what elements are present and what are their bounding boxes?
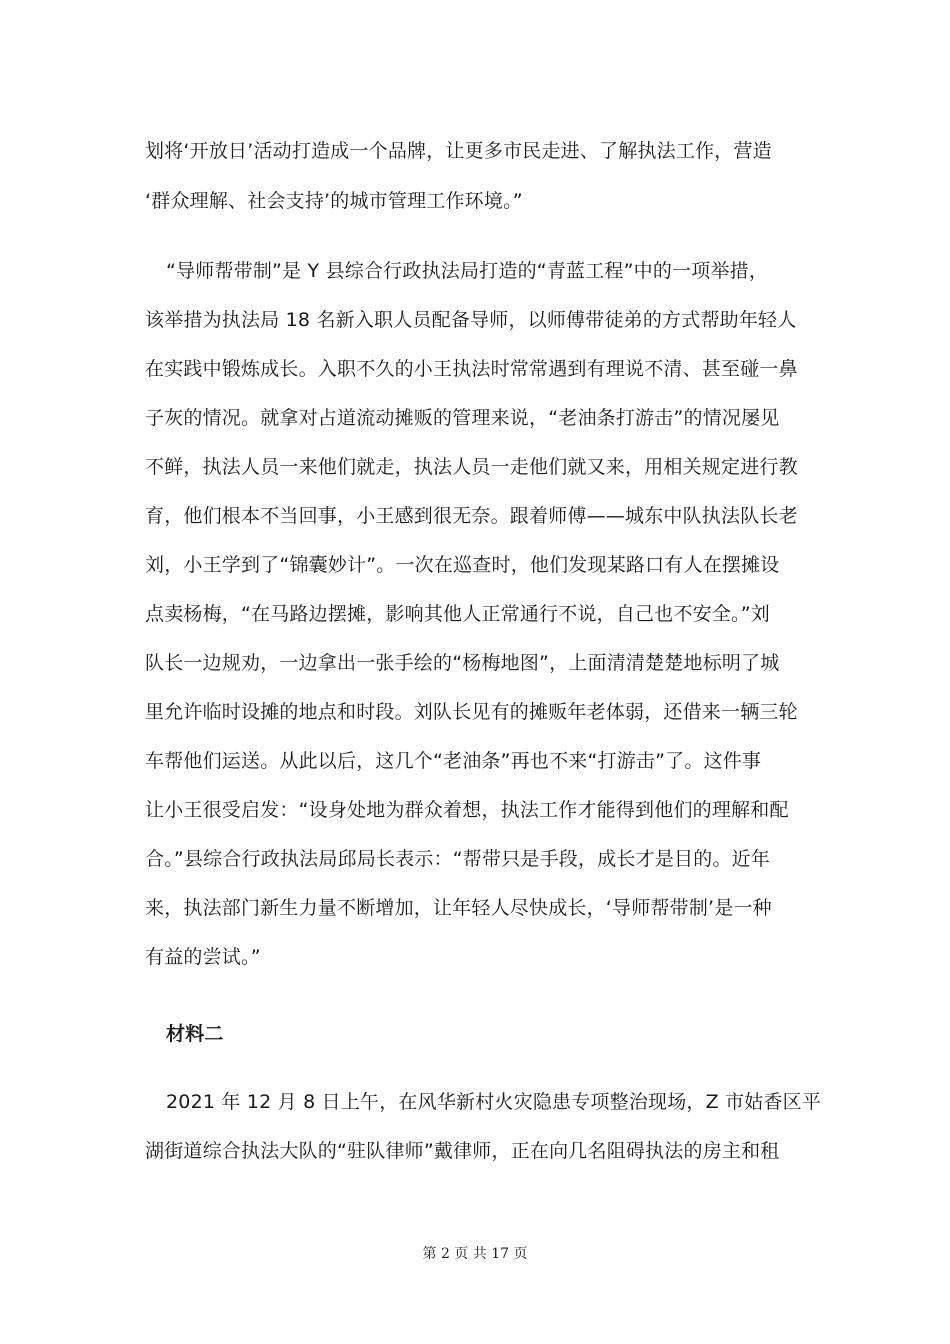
paragraph-line: 车帮他们运送。从此以后，这几个“老油条”再也不来“打游击”了。这件事 — [145, 750, 762, 772]
paragraph-line: 湖街道综合执法大队的“驻队律师”戴律师，正在向几名阻碍执法的房主和租 — [145, 1140, 780, 1162]
paragraph-line: 队长一边规劝，一边拿出一张手绘的“杨梅地图”，上面清清楚楚地标明了城 — [145, 652, 780, 674]
paragraph-line: 不鲜，执法人员一来他们就走，执法人员一走他们就又来，用相关规定进行教 — [145, 456, 798, 478]
paragraph-line: 2021 年 12 月 8 日上午，在风华新村火灾隐患专项整治现场，Z 市姑香区平 — [166, 1091, 822, 1113]
paragraph-line: 在实践中锻炼成长。入职不久的小王执法时常常遇到有理说不清、甚至碰一鼻 — [145, 358, 798, 380]
paragraph-line: 刘，小王学到了“锦囊妙计”。一次在巡查时，他们发现某路口有人在摆摊设 — [145, 554, 780, 576]
paragraph-line: 点卖杨梅，“在马路边摆摊，影响其他人正常通行不说，自己也不安全。”刘 — [145, 603, 770, 625]
paragraph-line: 里允许临时设摊的地点和时段。刘队长见有的摊贩年老体弱，还借来一辆三轮 — [145, 701, 798, 723]
paragraph-line: 有益的尝试。” — [145, 946, 261, 968]
section-heading: 材料二 — [166, 1023, 224, 1045]
paragraph-line: 划将‘开放日’活动打造成一个品牌，让更多市民走进、了解执法工作，营造 — [145, 140, 772, 162]
paragraph-line: “导师帮带制”是 Y 县综合行政执法局打造的“青蓝工程”中的一项举措， — [166, 260, 769, 282]
paragraph-line: 合。”县综合行政执法局邱局长表示：“帮带只是手段，成长才是目的。近年 — [145, 848, 770, 870]
paragraph-line: 来，执法部门新生力量不断增加，让年轻人尽快成长，‘导师帮带制’是一种 — [145, 897, 772, 919]
page-number: 第 2 页 共 17 页 — [422, 1246, 528, 1262]
paragraph-line: 子灰的情况。就拿对占道流动摊贩的管理来说，“老油条打游击”的情况屡见 — [145, 407, 780, 429]
paragraph-line: 育，他们根本不当回事，小王感到很无奈。跟着师傅——城东中队执法队长老 — [145, 505, 798, 527]
paragraph-line: 让小王很受启发：“设身处地为群众着想，执法工作才能得到他们的理解和配 — [145, 799, 789, 821]
paragraph-line: ‘群众理解、社会支持’的城市管理工作环境。” — [145, 190, 523, 212]
paragraph-line: 该举措为执法局 18 名新入职人员配备导师，以师傅带徒弟的方式帮助年轻人 — [145, 309, 797, 331]
